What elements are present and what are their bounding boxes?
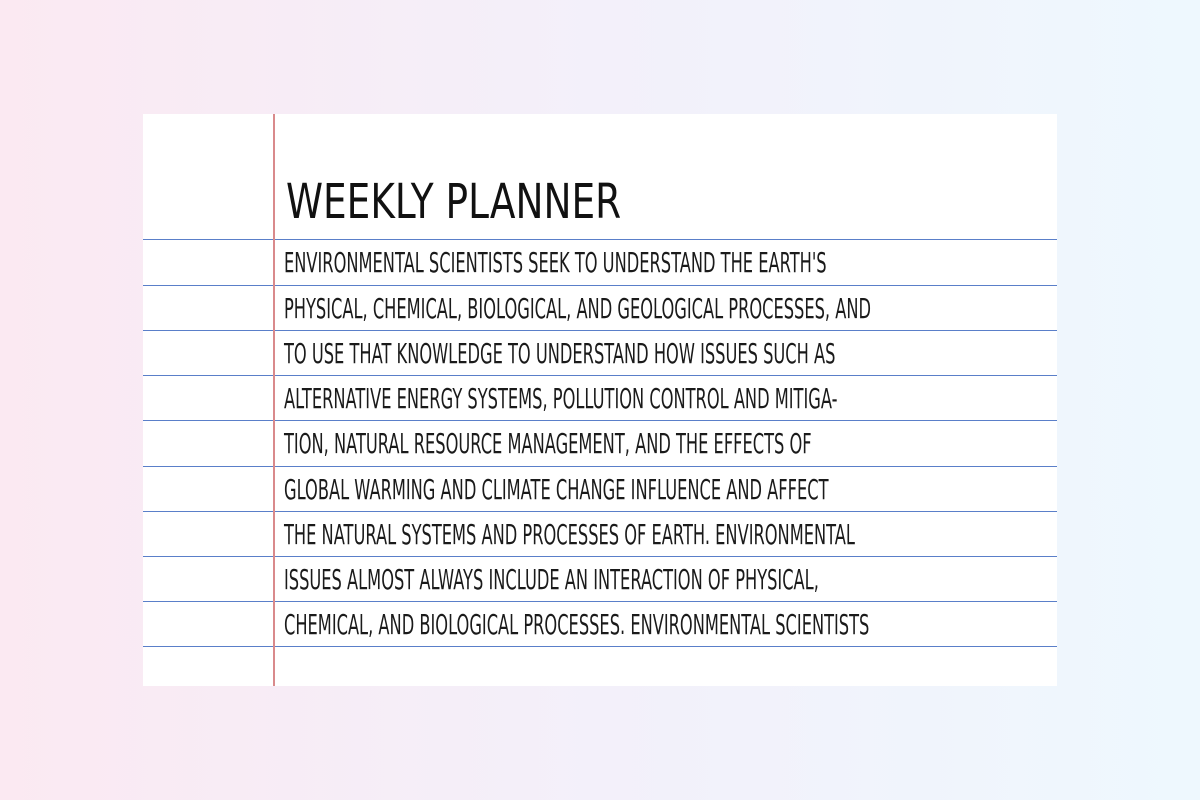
paragraph-line-1: ENVIRONMENTAL SCIENTISTS SEEK TO UNDERSTAND THE EARTH'S xyxy=(284,246,827,279)
ruled-line xyxy=(143,420,1057,421)
ruled-line xyxy=(143,285,1057,286)
paragraph-line-5: TION, NATURAL RESOURCE MANAGEMENT, AND THE EFFECTS OF xyxy=(284,427,812,460)
ruled-line xyxy=(143,239,1057,240)
ruled-line xyxy=(143,646,1057,647)
paragraph-line-4: ALTERNATIVE ENERGY SYSTEMS, POLLUTION CONTROL AND MITIGA- xyxy=(284,382,838,415)
paragraph-line-2: PHYSICAL, CHEMICAL, BIOLOGICAL, AND GEOLOGICAL PROCESSES, AND xyxy=(284,292,872,325)
paragraph-line-8: ISSUES ALMOST ALWAYS INCLUDE AN INTERACTION OF PHYSICAL, xyxy=(284,563,819,596)
paragraph-line-7: THE NATURAL SYSTEMS AND PROCESSES OF EARTH. ENVIRONMENTAL xyxy=(284,518,855,551)
ruled-line xyxy=(143,330,1057,331)
ruled-line xyxy=(143,556,1057,557)
ruled-line xyxy=(143,375,1057,376)
ruled-line xyxy=(143,511,1057,512)
ruled-line xyxy=(143,466,1057,467)
notebook-paper xyxy=(143,114,1057,686)
planner-title: WEEKLY PLANNER xyxy=(286,174,622,230)
paragraph-line-9: CHEMICAL, AND BIOLOGICAL PROCESSES. ENVIRONMENTAL SCIENTISTS xyxy=(284,608,870,641)
paragraph-line-3: TO USE THAT KNOWLEDGE TO UNDERSTAND HOW ISSUES SUCH AS xyxy=(284,337,836,370)
margin-line xyxy=(273,114,275,686)
ruled-line xyxy=(143,601,1057,602)
paragraph-line-6: GLOBAL WARMING AND CLIMATE CHANGE INFLUENCE AND AFFECT xyxy=(284,473,829,506)
